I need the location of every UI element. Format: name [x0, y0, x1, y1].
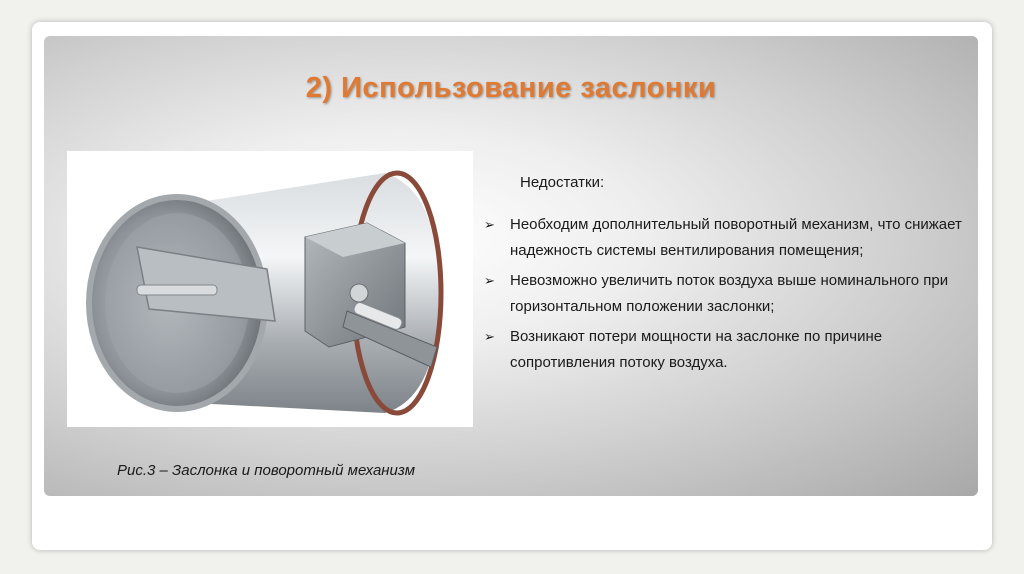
- damper-icon: [67, 151, 473, 427]
- list-item-text: Невозможно увеличить поток воздуха выше номинального при горизонтальном положении заслонки;: [510, 272, 949, 315]
- slide-title: 2) Использование заслонки: [305, 72, 717, 104]
- arrow-bullet-icon: ➢: [484, 217, 495, 232]
- list-item: [484, 268, 984, 320]
- image-caption: Рис.3 – Заслонка и поворотный механизм: [117, 462, 415, 479]
- arrow-bullet-icon: ➢: [484, 329, 495, 344]
- disadvantages-heading: Недостатки:: [520, 174, 605, 191]
- arrow-bullet-icon: ➢: [484, 273, 495, 288]
- damper-image: [67, 151, 473, 427]
- list-item: [484, 324, 984, 376]
- list-item: [484, 212, 984, 264]
- list-item-text: Необходим дополнительный поворотный механизм, что снижает надежность системы вентилирования помещения;: [510, 216, 962, 259]
- disadvantages-list: [484, 212, 984, 380]
- list-item-text: Возникают потери мощности на заслонке по причине сопротивления потоку воздуха.: [510, 328, 883, 371]
